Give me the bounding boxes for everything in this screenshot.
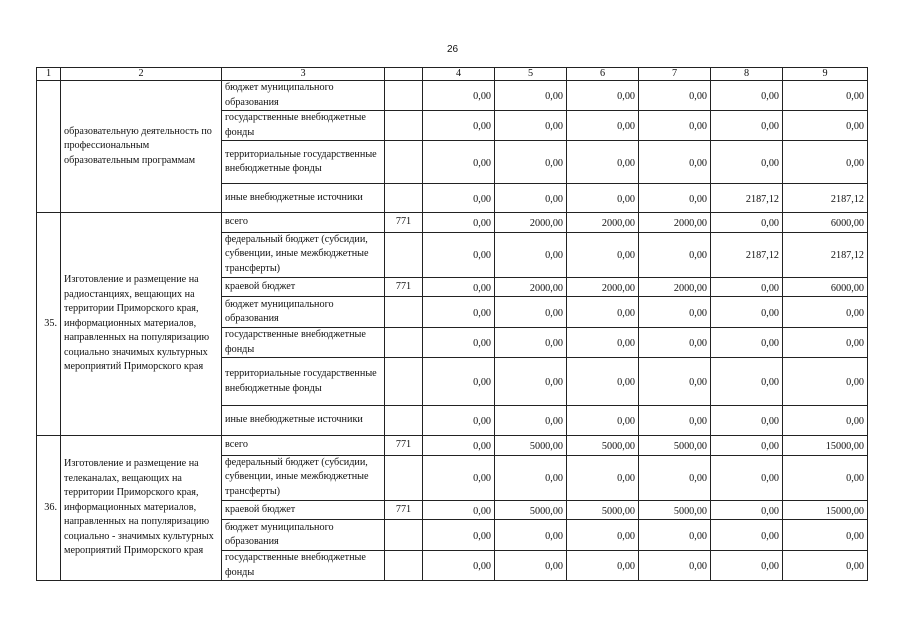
header-row: [37, 68, 868, 81]
amount-cell: 6000,00: [783, 277, 868, 297]
budget-code: [385, 328, 423, 358]
amount-cell: 0,00: [567, 81, 639, 111]
amount-cell: 0,00: [495, 455, 567, 500]
amount-cell: 2187,12: [711, 232, 783, 277]
amount-cell: 0,00: [567, 551, 639, 581]
amount-cell: 0,00: [423, 358, 495, 406]
budget-code: [385, 81, 423, 111]
amount-cell: 0,00: [783, 297, 868, 328]
row-index: 35.: [37, 213, 61, 436]
amount-cell: 0,00: [639, 141, 711, 184]
budget-code: [385, 551, 423, 581]
budget-code: [385, 358, 423, 406]
amount-cell: 0,00: [783, 328, 868, 358]
amount-cell: 0,00: [495, 406, 567, 436]
amount-cell: 0,00: [783, 111, 868, 141]
funding-source: территориальные государственные внебюджетные фонды: [222, 358, 385, 406]
funding-source: территориальные государственные внебюджетные фонды: [222, 141, 385, 184]
budget-code: [385, 520, 423, 551]
amount-cell: 0,00: [711, 297, 783, 328]
amount-cell: 0,00: [495, 141, 567, 184]
amount-cell: 0,00: [423, 500, 495, 520]
amount-cell: 0,00: [711, 328, 783, 358]
amount-cell: 2187,12: [783, 232, 868, 277]
amount-cell: 0,00: [495, 184, 567, 213]
amount-cell: 2187,12: [783, 184, 868, 213]
amount-cell: 0,00: [639, 297, 711, 328]
amount-cell: 0,00: [567, 328, 639, 358]
header-cell: 8: [711, 68, 783, 81]
budget-code: 771: [385, 436, 423, 456]
funding-source: краевой бюджет: [222, 277, 385, 297]
amount-cell: 5000,00: [567, 500, 639, 520]
amount-cell: 0,00: [711, 81, 783, 111]
amount-cell: 0,00: [711, 213, 783, 233]
amount-cell: 0,00: [423, 455, 495, 500]
row-index: 36.: [37, 436, 61, 581]
amount-cell: 15000,00: [783, 500, 868, 520]
budget-code: [385, 111, 423, 141]
funding-source: бюджет муниципального образования: [222, 81, 385, 111]
amount-cell: 0,00: [711, 111, 783, 141]
amount-cell: 0,00: [495, 520, 567, 551]
amount-cell: 0,00: [567, 111, 639, 141]
amount-cell: 0,00: [495, 328, 567, 358]
amount-cell: 0,00: [783, 141, 868, 184]
funding-source: государственные внебюджетные фонды: [222, 111, 385, 141]
amount-cell: 0,00: [567, 406, 639, 436]
amount-cell: 5000,00: [495, 500, 567, 520]
table-row: [37, 436, 868, 456]
amount-cell: 0,00: [495, 232, 567, 277]
amount-cell: 2000,00: [639, 213, 711, 233]
header-cell: 4: [423, 68, 495, 81]
amount-cell: 5000,00: [639, 436, 711, 456]
amount-cell: 0,00: [567, 297, 639, 328]
amount-cell: 0,00: [495, 551, 567, 581]
budget-code: [385, 184, 423, 213]
amount-cell: 0,00: [711, 141, 783, 184]
amount-cell: 0,00: [423, 232, 495, 277]
header-cell: 9: [783, 68, 868, 81]
budget-code: 771: [385, 277, 423, 297]
amount-cell: 0,00: [423, 184, 495, 213]
funding-source: иные внебюджетные источники: [222, 406, 385, 436]
amount-cell: 0,00: [495, 81, 567, 111]
funding-source: федеральный бюджет (субсидии, субвенции, иные межбюджетные трансферты): [222, 455, 385, 500]
amount-cell: 0,00: [423, 406, 495, 436]
amount-cell: 0,00: [639, 81, 711, 111]
amount-cell: 0,00: [711, 406, 783, 436]
table-body: [37, 81, 868, 581]
amount-cell: 0,00: [423, 111, 495, 141]
amount-cell: 0,00: [567, 184, 639, 213]
amount-cell: 0,00: [423, 520, 495, 551]
budget-code: [385, 297, 423, 328]
funding-source: иные внебюджетные источники: [222, 184, 385, 213]
amount-cell: 0,00: [423, 328, 495, 358]
header-cell: 6: [567, 68, 639, 81]
budget-code: [385, 455, 423, 500]
amount-cell: 0,00: [639, 551, 711, 581]
table-row: [37, 81, 868, 111]
amount-cell: 0,00: [423, 551, 495, 581]
amount-cell: 0,00: [711, 277, 783, 297]
amount-cell: 0,00: [639, 406, 711, 436]
header-cell: [385, 68, 423, 81]
amount-cell: 0,00: [783, 520, 868, 551]
item-name: образовательную деятельность по профессиональным образовательным программам: [61, 81, 222, 213]
amount-cell: 0,00: [495, 297, 567, 328]
funding-source: государственные внебюджетные фонды: [222, 551, 385, 581]
amount-cell: 0,00: [783, 81, 868, 111]
amount-cell: 0,00: [423, 436, 495, 456]
page-number: 26: [446, 44, 459, 55]
amount-cell: 0,00: [567, 520, 639, 551]
header-cell: 7: [639, 68, 711, 81]
amount-cell: 0,00: [423, 81, 495, 111]
amount-cell: 0,00: [783, 455, 868, 500]
item-name: Изготовление и размещение на телеканалах, вещающих на территории Приморского края, информационных материалов, направленных на популяризацию социально - значимых культурных мероприятий Приморского края: [61, 436, 222, 581]
amount-cell: 0,00: [639, 455, 711, 500]
budget-code: 771: [385, 213, 423, 233]
table-row: [37, 213, 868, 233]
amount-cell: 0,00: [567, 141, 639, 184]
amount-cell: 0,00: [567, 455, 639, 500]
amount-cell: 0,00: [423, 277, 495, 297]
amount-cell: 2000,00: [567, 277, 639, 297]
funding-source: всего: [222, 436, 385, 456]
amount-cell: 2000,00: [639, 277, 711, 297]
amount-cell: 5000,00: [567, 436, 639, 456]
amount-cell: 0,00: [495, 111, 567, 141]
amount-cell: 0,00: [567, 358, 639, 406]
header-cell: 1: [37, 68, 61, 81]
amount-cell: 2000,00: [567, 213, 639, 233]
amount-cell: 2187,12: [711, 184, 783, 213]
funding-source: бюджет муниципального образования: [222, 520, 385, 551]
amount-cell: 0,00: [639, 111, 711, 141]
amount-cell: 0,00: [639, 358, 711, 406]
amount-cell: 0,00: [783, 358, 868, 406]
amount-cell: 6000,00: [783, 213, 868, 233]
header-cell: 5: [495, 68, 567, 81]
budget-code: [385, 141, 423, 184]
header-cell: 3: [222, 68, 385, 81]
funding-source: бюджет муниципального образования: [222, 297, 385, 328]
amount-cell: 2000,00: [495, 213, 567, 233]
amount-cell: 0,00: [423, 141, 495, 184]
amount-cell: 0,00: [783, 551, 868, 581]
amount-cell: 0,00: [639, 328, 711, 358]
amount-cell: 0,00: [423, 297, 495, 328]
budget-table: [36, 67, 868, 581]
budget-code: [385, 406, 423, 436]
amount-cell: 0,00: [639, 184, 711, 213]
budget-code: 771: [385, 500, 423, 520]
amount-cell: 0,00: [495, 358, 567, 406]
funding-source: государственные внебюджетные фонды: [222, 328, 385, 358]
budget-code: [385, 232, 423, 277]
header-cell: 2: [61, 68, 222, 81]
amount-cell: 15000,00: [783, 436, 868, 456]
amount-cell: 5000,00: [639, 500, 711, 520]
amount-cell: 2000,00: [495, 277, 567, 297]
item-name: Изготовление и размещение на радиостанциях, вещающих на территории Приморского края, информационных материалов, направленных на популяризацию социально значимых культурных мероприятий Приморского края: [61, 213, 222, 436]
funding-source: федеральный бюджет (субсидии, субвенции, иные межбюджетные трансферты): [222, 232, 385, 277]
amount-cell: 0,00: [783, 406, 868, 436]
amount-cell: 0,00: [423, 213, 495, 233]
amount-cell: 0,00: [711, 520, 783, 551]
amount-cell: 0,00: [711, 455, 783, 500]
funding-source: краевой бюджет: [222, 500, 385, 520]
row-index: [37, 81, 61, 213]
amount-cell: 0,00: [711, 436, 783, 456]
amount-cell: 0,00: [711, 500, 783, 520]
amount-cell: 0,00: [711, 358, 783, 406]
amount-cell: 5000,00: [495, 436, 567, 456]
amount-cell: 0,00: [639, 520, 711, 551]
amount-cell: 0,00: [711, 551, 783, 581]
amount-cell: 0,00: [567, 232, 639, 277]
funding-source: всего: [222, 213, 385, 233]
amount-cell: 0,00: [639, 232, 711, 277]
